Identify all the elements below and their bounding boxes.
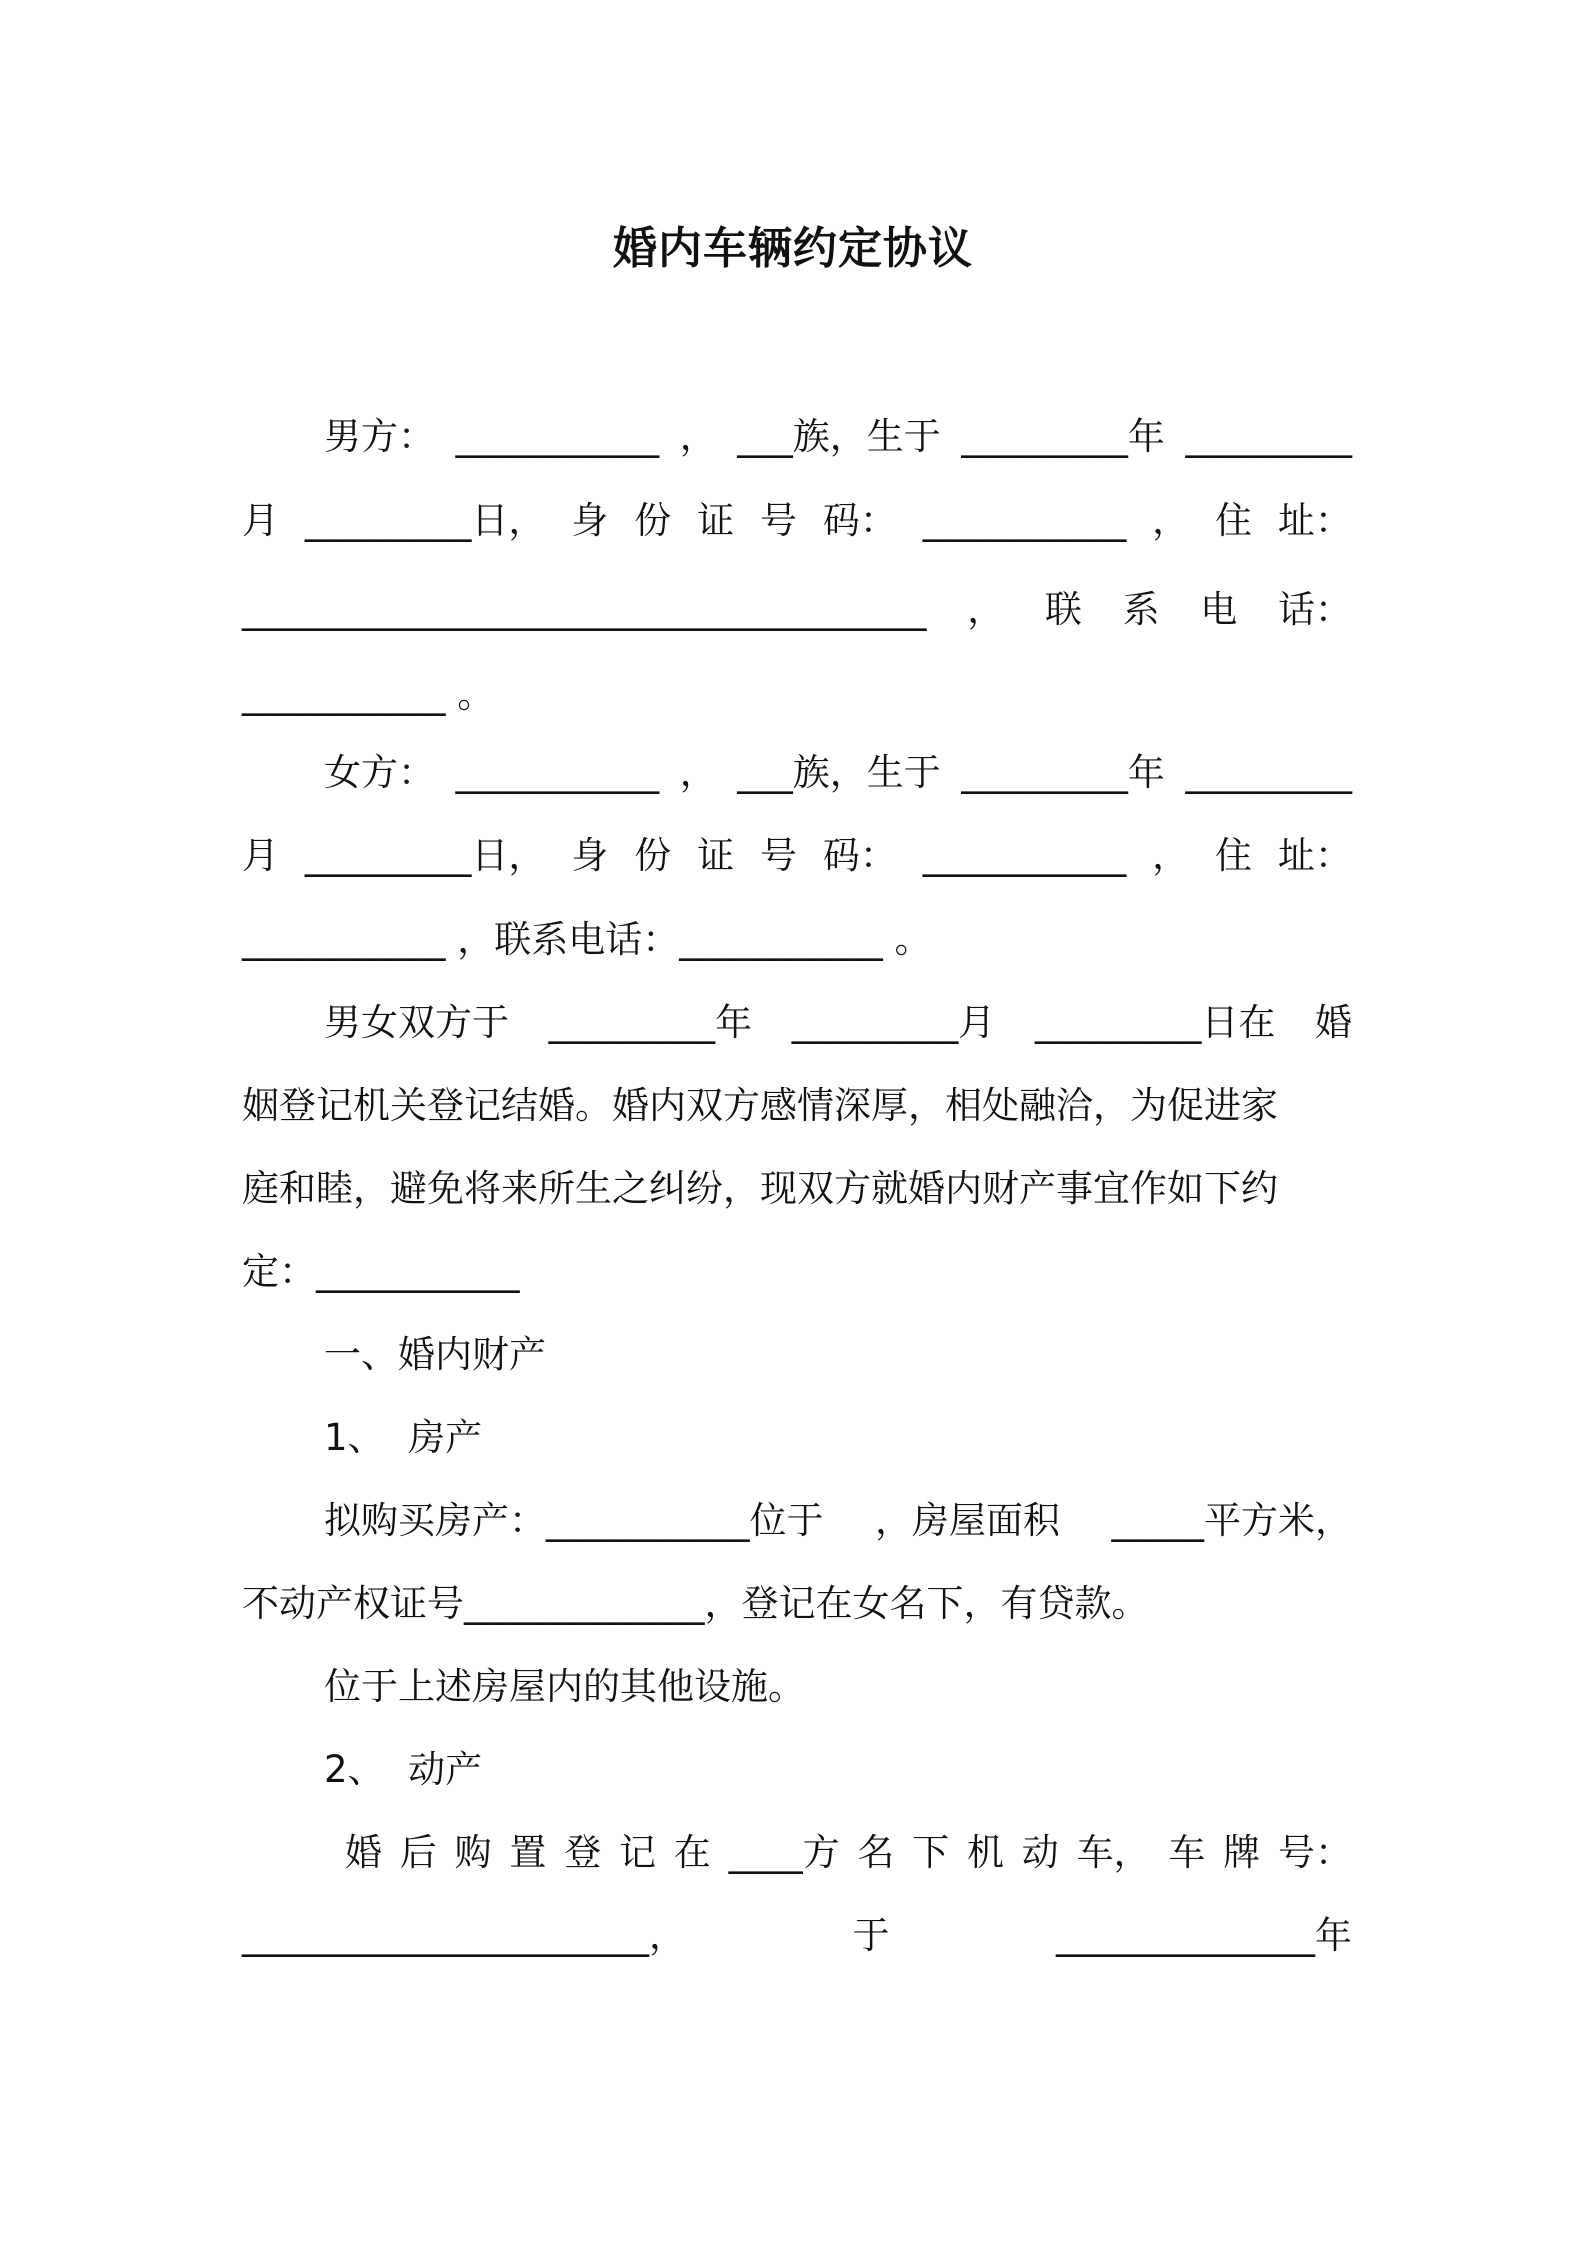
item-heading-real-estate: 1、 房产 (324, 1416, 483, 1459)
male-party-line-4: ___________ 。 (242, 673, 495, 716)
house-line-2: 不动产权证号_____________，登记在女名下，有贷款。 (242, 1582, 1149, 1625)
vehicle-line-1: 婚 后 购 置 登 记 在 ____方 名 下 机 动 车， 车 牌 号： (345, 1831, 1352, 1874)
female-party-line-1: 女方： ___________ ， ___族，生于 _________年 _________ (324, 751, 1352, 794)
document-title: 婚内车辆约定协议 (613, 223, 973, 274)
vehicle-line-2: ______________________， 于 ______________年 (242, 1914, 1352, 1957)
marriage-line-3: 庭和睦，避免将来所生之纠纷，现双方就婚内财产事宜作如下约 (242, 1167, 1278, 1210)
item-heading-movable-property: 2、 动产 (324, 1748, 483, 1791)
facilities-line: 位于上述房屋内的其他设施。 (324, 1665, 805, 1708)
male-party-line-1: 男方： ___________ ， ___族，生于 _________年 _________ (324, 415, 1352, 458)
female-party-line-2: 月 _________日， 身 份 证 号 码： ___________ ， 住 址： (242, 834, 1352, 877)
marriage-line-4: 定：___________ (242, 1250, 520, 1293)
marriage-line-1: 男女双方于 _________年 _________月 _________日在 婚 (324, 1001, 1352, 1044)
female-party-line-3: ___________ ，联系电话：___________ 。 (242, 918, 932, 961)
house-line-1: 拟购买房产：___________位于 ，房屋面积 _____平方米， (324, 1499, 1352, 1542)
male-party-line-2: 月 _________日， 身 份 证 号 码： ___________ ， 住 址： (242, 499, 1352, 542)
male-party-line-3: _____________________________________ ， 联 系 电 话： (242, 588, 1352, 631)
marriage-line-2: 姻登记机关登记结婚。婚内双方感情深厚，相处融洽，为促进家 (242, 1084, 1278, 1127)
section-heading-marital-property: 一、婚内财产 (324, 1333, 546, 1376)
